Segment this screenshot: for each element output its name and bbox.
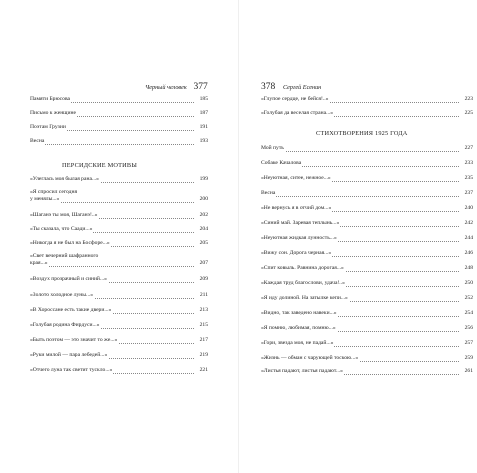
- toc-entry[interactable]: [30, 176, 208, 190]
- entry-title: Весна: [261, 190, 276, 196]
- toc-entry[interactable]: [30, 307, 208, 321]
- toc-entry[interactable]: [30, 352, 208, 366]
- toc-entry[interactable]: [261, 280, 473, 294]
- entry-page: 207: [199, 260, 208, 266]
- entry-title: «Воздух прозрачный и синий...»: [30, 276, 107, 282]
- entry-page: 193: [199, 138, 208, 144]
- entry-page: 205: [199, 240, 208, 246]
- entry-title: «Листья падают, листья падают...»: [261, 368, 343, 374]
- entry-title: Собаке Качалова: [261, 160, 302, 166]
- entry-title: «Не вернусь я в отчий дом...»: [261, 205, 332, 211]
- entry-title: Письмо к женщине: [30, 110, 76, 116]
- toc-entry[interactable]: [261, 355, 473, 369]
- entry-title: «Спит ковыль. Равнина дорогая...»: [261, 265, 344, 271]
- toc-entry[interactable]: [261, 160, 473, 174]
- toc-entry[interactable]: [261, 175, 473, 189]
- section-heading: СТИХОТВОРЕНИЯ 1925 ГОДА: [316, 130, 408, 137]
- entry-page: 215: [199, 322, 208, 328]
- entry-title: «Ты сказала, что Саади...»: [30, 226, 93, 232]
- page-number: 378: [261, 82, 276, 92]
- entry-page: 256: [464, 325, 473, 331]
- toc-entry[interactable]: [261, 235, 473, 249]
- entry-title: «Быть поэтом — это значит то же...»: [30, 337, 118, 343]
- entry-page: 259: [464, 355, 473, 361]
- entry-title-line2: края...»: [30, 260, 48, 266]
- toc-entry[interactable]: [30, 337, 208, 351]
- entry-page: 202: [199, 212, 208, 218]
- entry-page: 191: [199, 124, 208, 130]
- toc-entry[interactable]: [30, 276, 208, 290]
- right-running-header: [261, 82, 321, 92]
- toc-entry[interactable]: [30, 253, 208, 267]
- entry-title: Памяти Брюсова: [30, 96, 70, 102]
- running-title: Сергей Есенин: [283, 84, 322, 91]
- toc-entry[interactable]: [261, 96, 473, 110]
- leader-dots: [30, 138, 194, 145]
- leader-dots: [30, 260, 194, 267]
- entry-title: «Гори, звезда моя, не падай...»: [261, 340, 334, 346]
- toc-entry[interactable]: [261, 250, 473, 264]
- section-heading: ПЕРСИДСКИЕ МОТИВЫ: [62, 162, 138, 169]
- entry-page: 217: [199, 337, 208, 343]
- entry-title: «Жизнь — обман с чарующей тоскою...»: [261, 355, 359, 361]
- entry-title: «Голубая родина Фирдуси...»: [30, 322, 100, 328]
- entry-page: 252: [464, 295, 473, 301]
- entry-page: 254: [464, 310, 473, 316]
- entry-title: «Улеглась моя былая рана...»: [30, 176, 99, 182]
- entry-page: 204: [199, 226, 208, 232]
- entry-title: «Золото холодное луны...»: [30, 292, 94, 298]
- entry-page: 237: [464, 190, 473, 196]
- entry-page: 257: [464, 340, 473, 346]
- entry-title-line1: «Свет вечерний шафранного: [30, 253, 208, 260]
- toc-entry[interactable]: [30, 226, 208, 240]
- entry-page: 240: [464, 205, 473, 211]
- entry-title: «Голубая да веселая страна...»: [261, 110, 334, 116]
- entry-page: 248: [464, 265, 473, 271]
- entry-page: 185: [199, 96, 208, 102]
- page-number: 377: [193, 82, 208, 92]
- toc-entry[interactable]: [261, 340, 473, 354]
- entry-page: 211: [199, 292, 208, 298]
- entry-title: «В Хороссане есть такие двери...»: [30, 307, 112, 313]
- entry-title: «Руки милой — пара лебедей...»: [30, 352, 108, 358]
- entry-title: «Я иду долиной. На затылке кепи...»: [261, 295, 348, 301]
- entry-page: 242: [464, 220, 473, 226]
- toc-entry[interactable]: [261, 295, 473, 309]
- entry-page: 213: [199, 307, 208, 313]
- entry-page: 244: [464, 235, 473, 241]
- left-page: [0, 0, 238, 473]
- entry-page: 261: [464, 368, 473, 374]
- entry-title: Поэтам Грузии: [30, 124, 66, 130]
- entry-title: «Никогда я не был на Босфоре...»: [30, 240, 110, 246]
- entry-page: 219: [199, 352, 208, 358]
- toc-entry[interactable]: [30, 212, 208, 226]
- toc-entry[interactable]: [261, 310, 473, 324]
- entry-title-line2: у менялы...»: [30, 196, 60, 202]
- entry-page: 187: [199, 110, 208, 116]
- entry-title: «Шаганэ ты моя, Шаганэ!..»: [30, 212, 98, 218]
- entry-page: 233: [464, 160, 473, 166]
- toc-entry[interactable]: [261, 145, 473, 159]
- toc-entry[interactable]: [30, 110, 208, 124]
- entry-title: «Неуютная, ситее, нежное...»: [261, 175, 331, 181]
- left-running-header: [145, 82, 208, 92]
- entry-page: 223: [464, 96, 473, 102]
- entry-page: 227: [464, 145, 473, 151]
- toc-entry[interactable]: [261, 325, 473, 339]
- toc-entry[interactable]: [30, 138, 208, 152]
- toc-entry[interactable]: [30, 240, 208, 254]
- toc-entry[interactable]: [30, 124, 208, 138]
- toc-entry[interactable]: [261, 265, 473, 279]
- toc-entry[interactable]: [30, 96, 208, 110]
- entry-page: 199: [199, 176, 208, 182]
- entry-title: «Каждая труд благослови, удача!..»: [261, 280, 345, 286]
- leader-dots: [261, 145, 459, 152]
- toc-entry[interactable]: [261, 368, 473, 382]
- toc-entry[interactable]: [30, 189, 208, 203]
- toc-entry[interactable]: [261, 205, 473, 219]
- running-title: Черный человек: [145, 84, 187, 91]
- entry-title: «Глупое сердце, не бейся!..»: [261, 96, 329, 102]
- entry-page: 225: [464, 110, 473, 116]
- right-page: [239, 0, 477, 473]
- toc-entry[interactable]: [30, 292, 208, 306]
- entry-page: 246: [464, 250, 473, 256]
- entry-page: 221: [199, 367, 208, 373]
- entry-title: «Отчего луна так светит тускло...»: [30, 367, 113, 373]
- entry-page: 200: [199, 196, 208, 202]
- toc-entry[interactable]: [261, 220, 473, 234]
- entry-title: «Я помню, любимая, помню...»: [261, 325, 336, 331]
- entry-title: «Синий май. Заревая теплынь...»: [261, 220, 340, 226]
- toc-entry[interactable]: [30, 367, 208, 381]
- toc-entry[interactable]: [261, 110, 473, 124]
- entry-page: 209: [199, 276, 208, 282]
- entry-title: «Неуютная жидкая лунность...»: [261, 235, 337, 241]
- entry-title: «Видно, так заведено навеки...»: [261, 310, 337, 316]
- toc-entry[interactable]: [261, 190, 473, 204]
- entry-title: Весна: [30, 138, 45, 144]
- leader-dots: [261, 190, 459, 197]
- entry-page: 250: [464, 280, 473, 286]
- entry-title-line1: «Я спросил сегодня: [30, 189, 208, 196]
- entry-page: 235: [464, 175, 473, 181]
- entry-title: Мой путь: [261, 145, 284, 151]
- entry-title: «Вижу сон. Дорога черная...»: [261, 250, 332, 256]
- toc-entry[interactable]: [30, 322, 208, 336]
